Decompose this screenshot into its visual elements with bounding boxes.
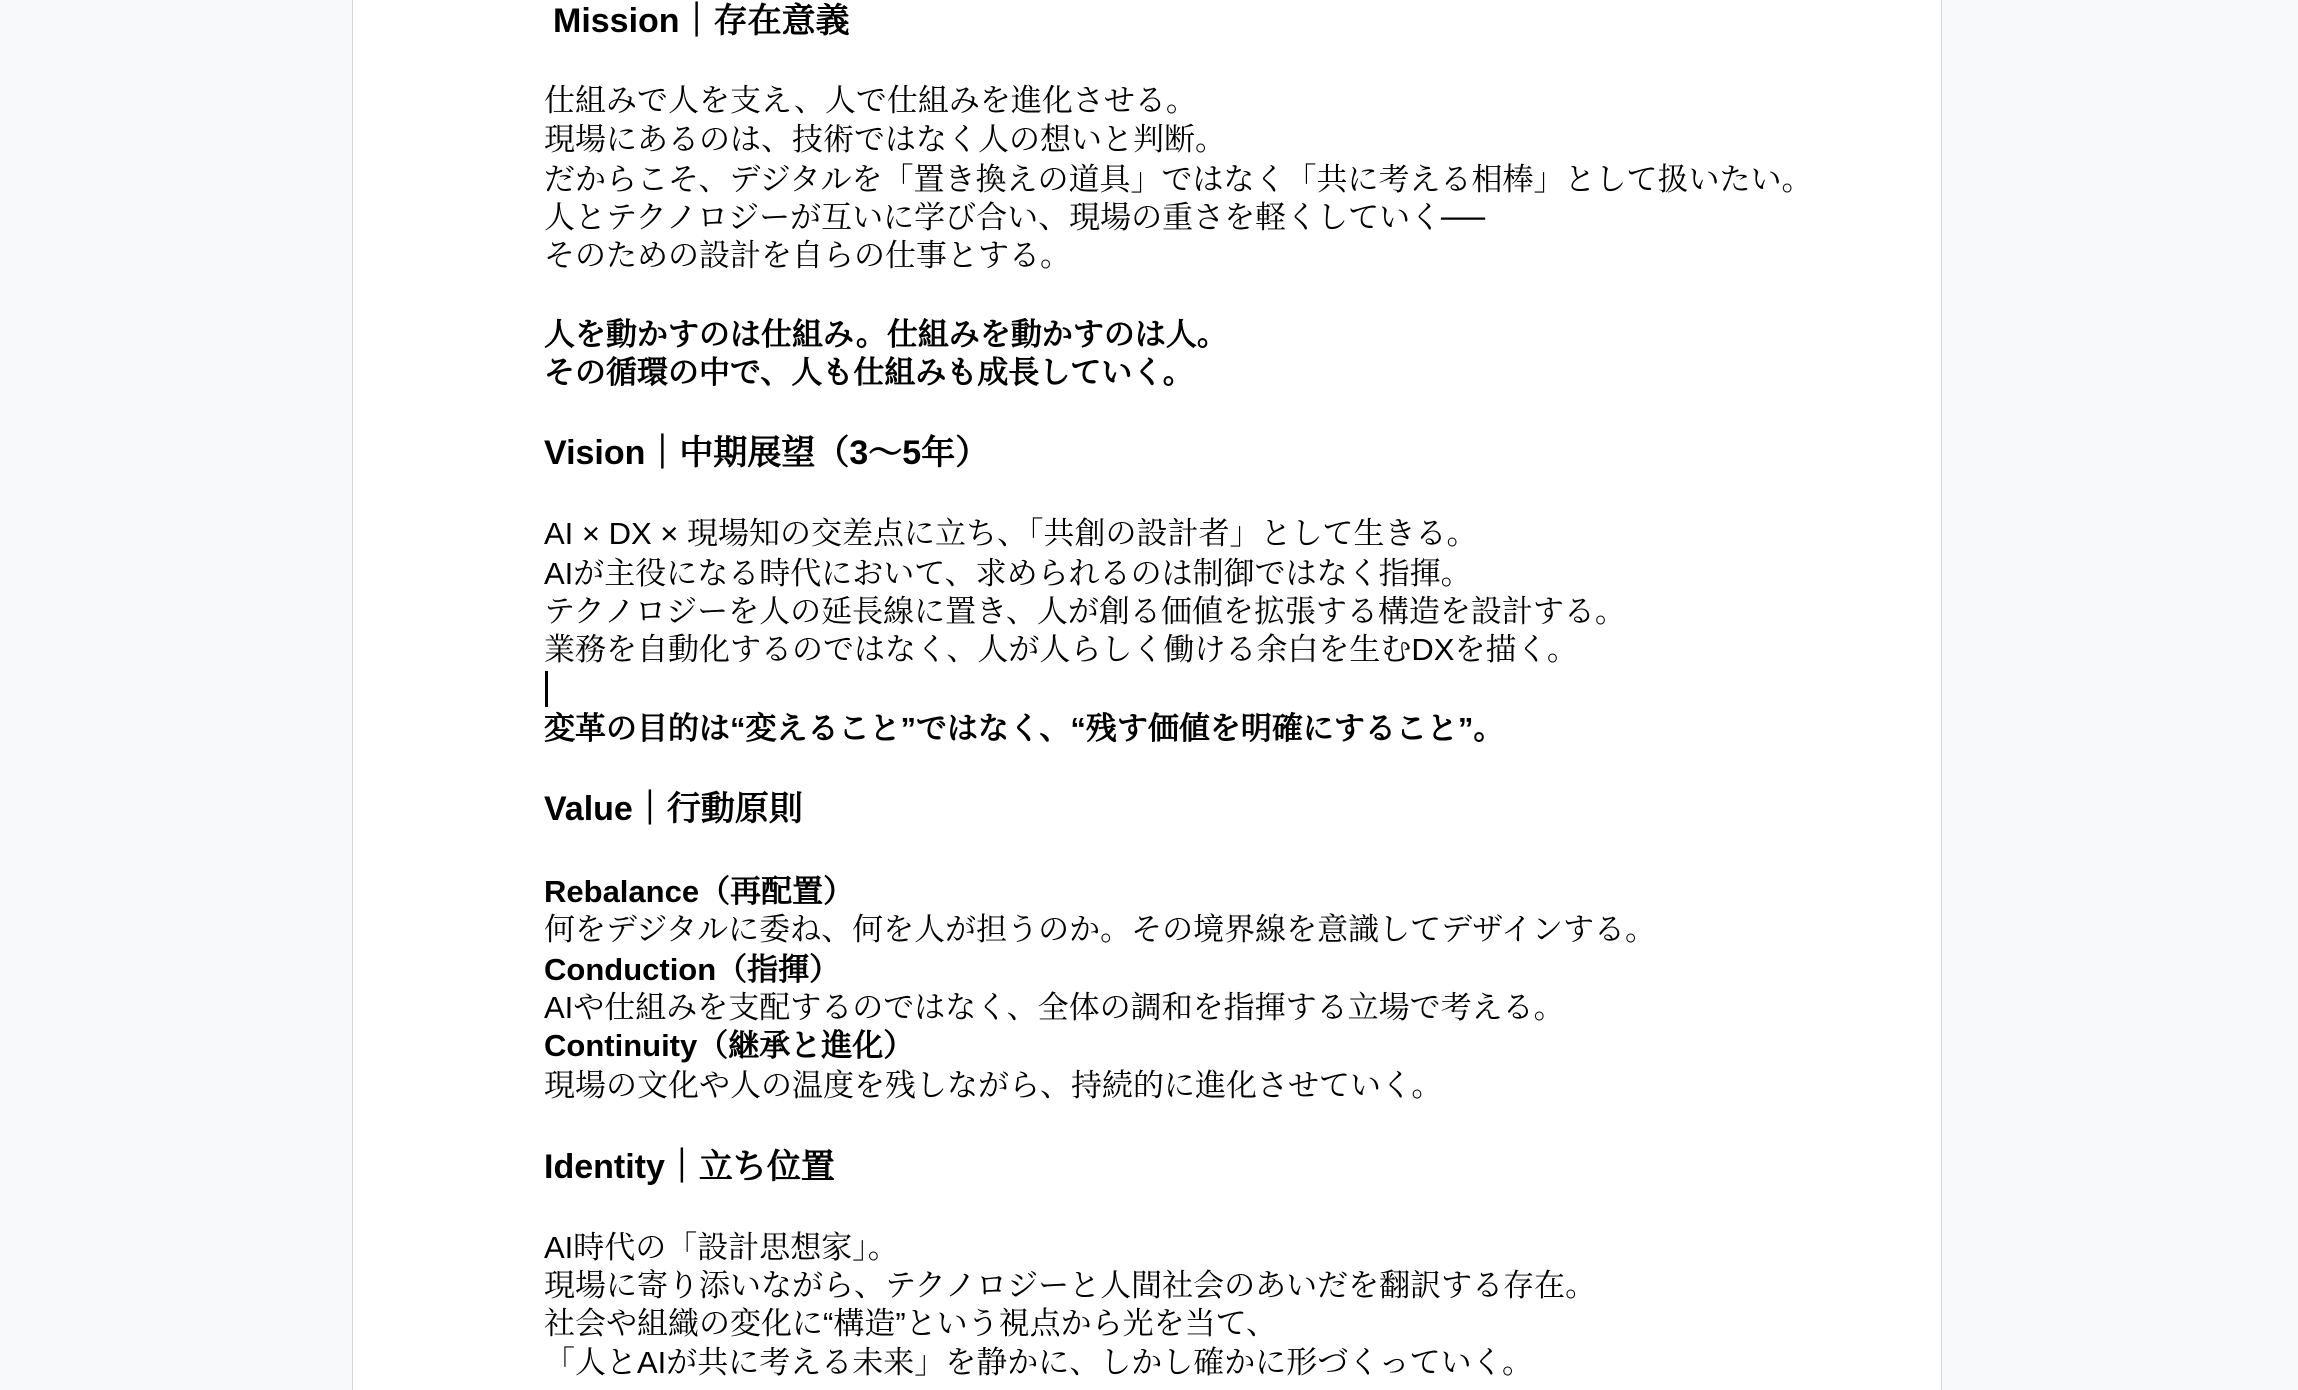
value-item-text: 現場の文化や人の温度を残しながら、持続的に進化させていく。 [544, 1068, 1443, 1103]
identity-line: 社会や組織の変化に“構造”という視点から光を当て、 [544, 1306, 1278, 1341]
value-item-text: 何をデジタルに委ね、何を人が担うのか。その境界線を意識してデザインする。 [544, 912, 1656, 947]
vision-heading: Vision｜中期展望（3〜5年） [544, 434, 990, 472]
mission-line: 人とテクノロジーが互いに学び合い、現場の重さを軽くしていく── [544, 200, 1486, 235]
identity-heading: Identity｜立ち位置 [544, 1148, 835, 1186]
mission-heading: Mission｜存在意義 [553, 2, 850, 40]
identity-line: AI時代の「設計思想家」。 [544, 1230, 899, 1265]
vision-line: テクノロジーを人の延長線に置き、人が創る価値を拡張する構造を設計する。 [544, 594, 1626, 629]
mission-emphasis: 人を動かすのは仕組み。仕組みを動かすのは人。 [544, 317, 1228, 352]
mission-line: 現場にあるのは、技術ではなく人の想いと判断。 [544, 122, 1226, 157]
mission-line: そのための設計を自らの仕事とする。 [544, 238, 1071, 273]
mission-line: だからこそ、デジタルを「置き換えの道具」ではなく「共に考える相棒」として扱いたい。 [544, 162, 1813, 197]
identity-line: 「人とAIが共に考える未来」を静かに、しかし確かに形づくっていく。 [544, 1345, 1534, 1380]
value-item-title: Rebalance（再配置） [544, 874, 855, 909]
vision-line: AI × DX × 現場知の交差点に立ち、「共創の設計者」として生きる。 [544, 516, 1478, 551]
mission-emphasis: その循環の中で、人も仕組みも成長していく。 [544, 355, 1194, 390]
value-item-text: AIや仕組みを支配するのではなく、全体の調和を指揮する立場で考える。 [544, 990, 1565, 1025]
identity-line: 現場に寄り添いながら、テクノロジーと人間社会のあいだを翻訳する存在。 [544, 1268, 1597, 1303]
value-heading: Value｜行動原則 [544, 790, 803, 828]
mission-line: 仕組みで人を支え、人で仕組みを進化させる。 [544, 83, 1197, 118]
vision-line: 業務を自動化するのではなく、人が人らしく働ける余白を生むDXを描く。 [544, 632, 1578, 667]
value-item-title: Continuity（継承と進化） [544, 1028, 915, 1063]
vision-emphasis: 変革の目的は“変えること”ではなく、“残す価値を明確にすること”。 [544, 711, 1505, 746]
value-item-title: Conduction（指揮） [544, 952, 841, 987]
text-cursor [545, 671, 548, 707]
vision-line: AIが主役になる時代において、求められるのは制御ではなく指揮。 [544, 556, 1472, 591]
